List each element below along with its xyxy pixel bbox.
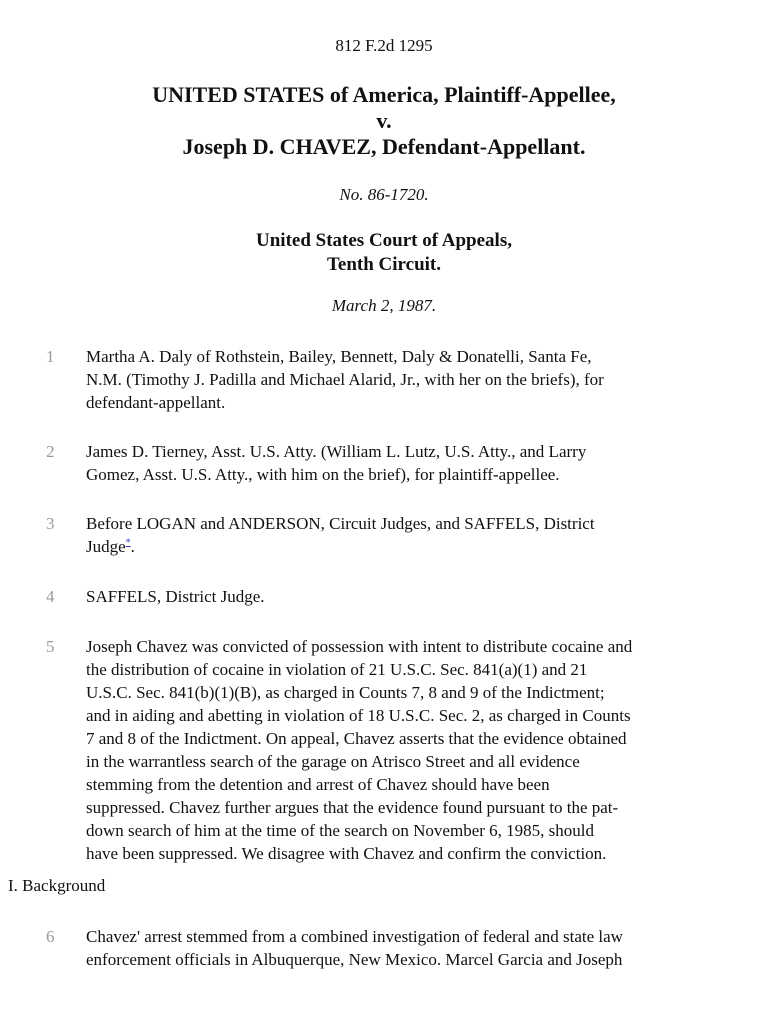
paragraph-line: James D. Tierney, Asst. U.S. Atty. (William L. Lutz, U.S. Atty., and Larry (86, 442, 587, 461)
court-name-line1: United States Court of Appeals, (256, 230, 512, 251)
paragraph-line: SAFFELS, District Judge. (86, 587, 265, 606)
paragraph-line: stemming from the detention and arrest of Chavez should have been (86, 775, 550, 794)
paragraph-line (86, 535, 726, 558)
case-caption (0, 82, 768, 160)
paragraph-text (86, 635, 726, 865)
paragraph-line: Gomez, Asst. U.S. Atty., with him on the brief), for plaintiff-appellee. (86, 465, 560, 484)
paragraph-number: 1 (46, 347, 55, 366)
paragraph-number: 6 (46, 927, 55, 946)
section-heading: I. Background (8, 876, 106, 895)
paragraph-line: Joseph Chavez was convicted of possession with intent to distribute cocaine and (86, 637, 633, 656)
paragraph-text (86, 925, 726, 971)
paragraph-line: suppressed. Chavez further argues that the evidence found pursuant to the pat- (86, 798, 619, 817)
paragraph-line: 7 and 8 of the Indictment. On appeal, Chavez asserts that the evidence obtained (86, 729, 627, 748)
decision-date: March 2, 1987. (331, 296, 437, 315)
paragraph-line: defendant-appellant. (86, 393, 226, 412)
paragraph-number: 5 (46, 637, 55, 656)
paragraph-line: have been suppressed. We disagree with Chavez and confirm the conviction. (86, 844, 607, 863)
paragraph-text (86, 512, 726, 558)
caption-versus: v. (376, 108, 392, 133)
paragraph-text (86, 345, 726, 414)
court-name-line2: Tenth Circuit. (326, 254, 442, 275)
paragraph-number: 4 (46, 587, 55, 606)
paragraph-line: and in aiding and abetting in violation of 18 U.S.C. Sec. 2, as charged in Counts (86, 706, 631, 725)
paragraph-number: 3 (46, 514, 55, 533)
paragraph-line: Chavez' arrest stemmed from a combined investigation of federal and state law (86, 927, 623, 946)
paragraph-text (86, 440, 726, 486)
paragraph-line: Before LOGAN and ANDERSON, Circuit Judges, and SAFFELS, District (86, 514, 595, 533)
docket-number: No. 86-1720. (339, 185, 429, 204)
paragraph-line: N.M. (Timothy J. Padilla and Michael Alarid, Jr., with her on the briefs), for (86, 370, 604, 389)
paragraph-line: enforcement officials in Albuquerque, New Mexico. Marcel Garcia and Joseph (86, 950, 623, 969)
caption-plaintiff: UNITED STATES of America, Plaintiff-Appellee, (152, 82, 616, 107)
paragraph-number: 2 (46, 442, 55, 461)
paragraph-line: down search of him at the time of the search on November 6, 1985, should (86, 821, 594, 840)
paragraph-line: U.S.C. Sec. 841(b)(1)(B), as charged in Counts 7, 8 and 9 of the Indictment; (86, 683, 605, 702)
footnote-link[interactable]: * (125, 537, 131, 549)
paragraph-line: the distribution of cocaine in violation of 21 U.S.C. Sec. 841(a)(1) and 21 (86, 660, 588, 679)
court-name (0, 229, 768, 277)
paragraph-text (86, 585, 726, 608)
paragraph-line: in the warrantless search of the garage on Atrisco Street and all evidence (86, 752, 580, 771)
case-citation: 812 F.2d 1295 (335, 36, 433, 55)
caption-defendant: Joseph D. CHAVEZ, Defendant-Appellant. (182, 134, 586, 159)
paragraph-line: Martha A. Daly of Rothstein, Bailey, Bennett, Daly & Donatelli, Santa Fe, (86, 347, 592, 366)
sentence-period: . (130, 537, 135, 556)
judge-word: Judge (86, 537, 126, 556)
